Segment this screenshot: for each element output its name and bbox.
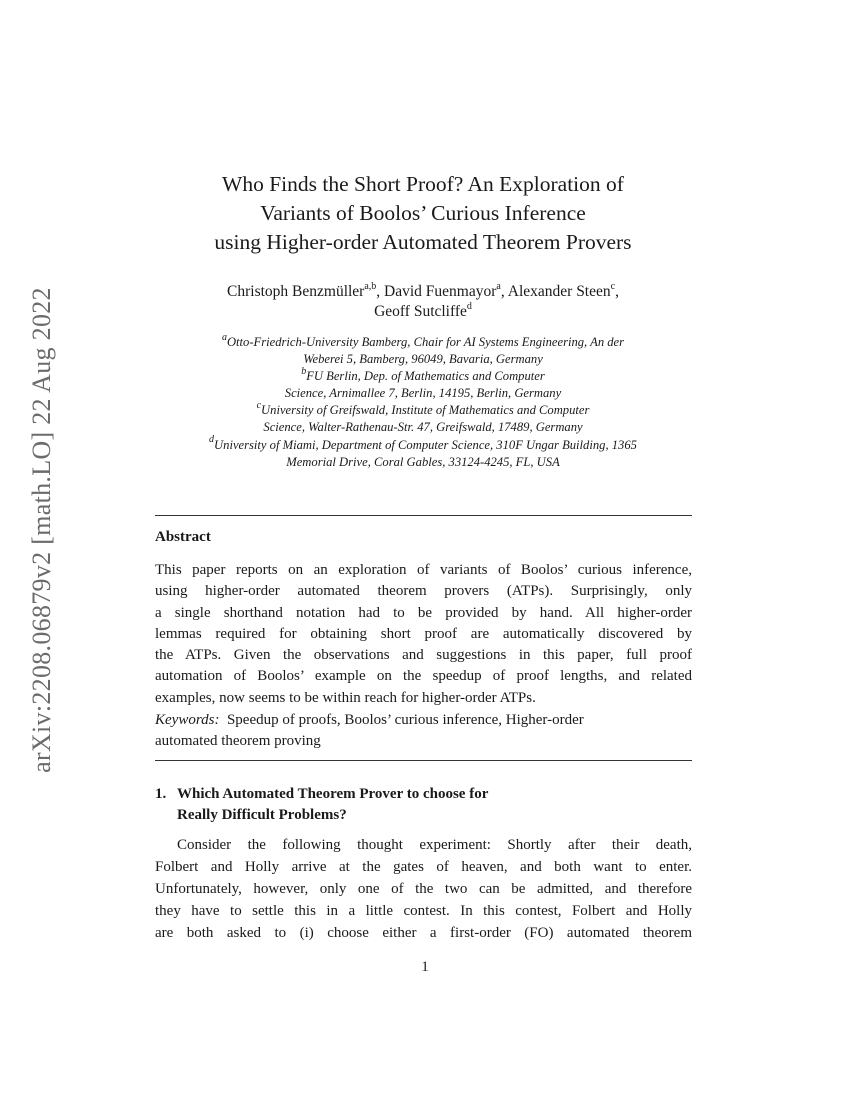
author-affiliation-mark: a [496, 280, 501, 292]
title-line: Variants of Boolos’ Curious Inference [260, 201, 586, 225]
abstract-line: examples, now seems to be within reach for higher-order ATPs. [155, 689, 536, 706]
keywords-line: automated theorem proving [155, 733, 321, 750]
abstract-heading: Abstract [155, 529, 211, 545]
author-separator: , [615, 283, 619, 300]
affiliation-line [150, 368, 696, 385]
affiliation-line [150, 331, 696, 351]
section-heading [155, 784, 488, 825]
affiliation-text: Memorial Drive, Coral Gables, 33124-4245, FL, USA [286, 454, 560, 469]
abstract-line: lemmas required for obtaining short proof are automatically discovered by [155, 625, 692, 642]
affiliation-line [150, 385, 696, 402]
arxiv-identifier-margin [22, 270, 62, 790]
abstract-body [155, 560, 692, 709]
keywords-label: Keywords: [155, 712, 220, 728]
author-separator: , [376, 283, 385, 300]
abstract-line: using higher-order automated theorem provers (ATPs). Surprisingly, only [155, 583, 692, 600]
affiliation-line [150, 419, 696, 436]
affiliation-line [150, 351, 696, 368]
affiliation-mark: b [301, 366, 307, 377]
author-line [150, 302, 696, 322]
author-name: Geoff Sutcliffe [374, 303, 467, 320]
paper-title [150, 170, 696, 257]
abstract-line: automation of Boolos’ example on the speedup of proof lengths, and related [155, 668, 692, 685]
affiliation-text: Weberei 5, Bamberg, 96049, Bavaria, Germany [303, 352, 543, 367]
affiliation-text: FU Berlin, Dep. of Mathematics and Computer [306, 369, 545, 384]
abstract-bottom-rule [155, 760, 692, 761]
arxiv-identifier: arXiv:2208.06879v2 [math.LO] 22 Aug 2022 [27, 287, 57, 773]
author-line [150, 282, 696, 302]
author-affiliation-mark: c [610, 280, 616, 292]
body-line: Unfortunately, however, only one of the two can be admitted, and therefore [155, 881, 692, 897]
body-line: Consider the following thought experiment: Shortly after their death, [177, 837, 692, 853]
body-line: Folbert and Holly arrive at the gates of heaven, and both want to enter. [155, 859, 692, 875]
affiliation-text: Otto-Friedrich-University Bamberg, Chair for AI Systems Engineering, An der [226, 335, 625, 349]
affiliation-list [150, 331, 696, 471]
author-name: Alexander Steen [507, 283, 611, 300]
affiliation-mark: c [256, 400, 262, 412]
abstract-line: This paper reports on an exploration of variants of Boolos’ curious inference, [155, 562, 692, 578]
section-number: 1. [155, 786, 167, 802]
abstract-line: the ATPs. Given the observations and suggestions in this paper, full proof [155, 647, 692, 664]
body-line: they have to settle this in a little contest. In this contest, Folbert and Holly [155, 903, 692, 919]
affiliation-line [150, 402, 696, 419]
author-separator: , [500, 283, 508, 300]
page-number: 1 [421, 959, 429, 975]
author-name: Christoph Benzmüller [227, 283, 365, 300]
abstract-line: a single shorthand notation had to be provided by hand. All higher-order [155, 604, 692, 621]
affiliation-text: Science, Arnimallee 7, Berlin, 14195, Berlin, Germany [284, 386, 562, 401]
section-body [155, 834, 692, 944]
title-line: Who Finds the Short Proof? An Exploration of [222, 172, 624, 196]
affiliation-text: University of Greifswald, Institute of Mathematics and Computer [261, 403, 590, 418]
author-affiliation-mark: d [466, 300, 472, 312]
affiliation-text: Science, Walter-Rathenau-Str. 47, Greifswald, 17489, Germany [263, 420, 583, 435]
affiliation-mark: d [209, 434, 215, 446]
keywords-line [155, 710, 692, 731]
section-title-line: Which Automated Theorem Prover to choose for [177, 786, 489, 802]
affiliation-line [150, 454, 696, 471]
author-list [150, 282, 696, 322]
section-title-line: Really Difficult Problems? [177, 806, 347, 823]
affiliation-mark: a [221, 331, 227, 343]
keywords [155, 710, 692, 753]
abstract-top-rule [155, 515, 692, 516]
affiliation-text: University of Miami, Department of Computer Science, 310F Ungar Building, 1365 [214, 437, 637, 452]
affiliation-line [150, 434, 696, 454]
author-affiliation-mark: a,b [364, 280, 377, 292]
keywords-text: Speedup of proofs, Boolos’ curious inference, Higher-order [226, 712, 584, 728]
title-line: using Higher-order Automated Theorem Provers [214, 230, 632, 254]
body-line: are both asked to (i) choose either a first-order (FO) automated theorem [155, 925, 692, 941]
author-name: David Fuenmayor [384, 283, 497, 300]
